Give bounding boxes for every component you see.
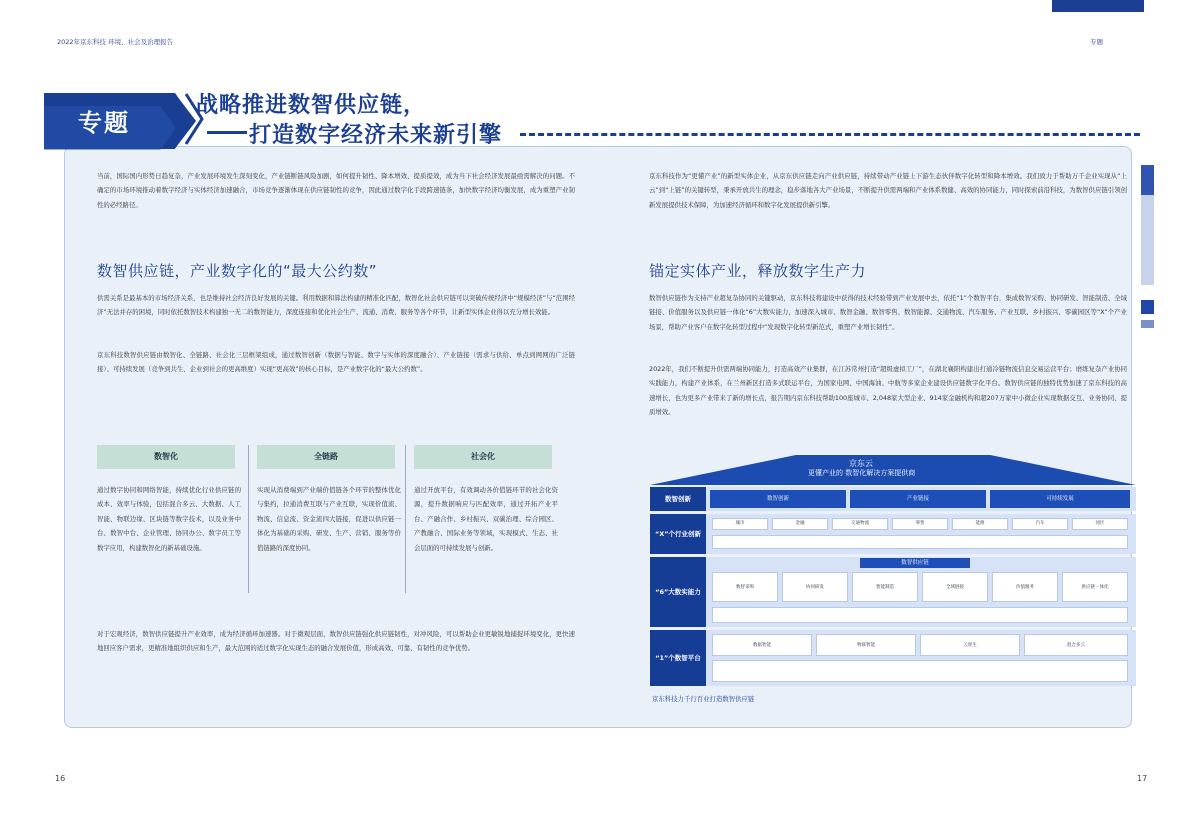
diagram-cell: 城市 xyxy=(712,518,768,530)
right-paragraph-2: 2022年，我们不断提升供需两端协同能力，打造高效产业集群，在江苏常州打造“超级虚拟工厂”，在湖北襄阳构建出打通冷链物流信息交易运营平台；磨练复杂产业协同实践能力，构建产业体系，在兰州新区打造多式联运平台，为国家电网、中国海油、中航等多家企业建设供应链数字化平台。数智供应链的独特优势加速了京东科技的高速增长，也为更多产业带来了新的增长点，报告期内京东科技帮助100座城市、2,048家大型企业、914家金融机构和超207万家中小微企业实现数据交互、业务协同、提质增效。 xyxy=(649,365,1127,417)
side-bar-decoration xyxy=(1141,300,1154,314)
page-title-line1: 战略推进数智供应链， xyxy=(196,93,427,118)
diagram-cell: 交通物流 xyxy=(832,518,888,530)
title-rule-short xyxy=(207,131,247,134)
card-text-fullchain: 实现从消费端到产业端价值链各个环节的整体优化与集约，拉通消费互联与产业互联，实现价值流、物流、信息流、资金流四大链接，促进以供应链一体化为基础的采购、研发、生产、营销、服务等价值链路的深度协同。 xyxy=(257,486,401,552)
page-title-line2: 打造数字经济未来新引擎 xyxy=(249,123,503,148)
diagram-cell-strip xyxy=(712,607,1128,623)
diagram-cell: 数据智能 xyxy=(712,634,812,656)
diagram-cell: 金融 xyxy=(772,518,828,530)
diagram-cell: 混合多云 xyxy=(1024,634,1128,656)
card-text-digital: 通过数字协同和网络智能，持续优化行业供应链的成本、效率与体验，包括混合多云、大数据、人工智能、物联边缘、区块链等数字技术，以及业务中台、数智中台、企业管理、协同办公、数字员工等数字应用，构建数智化的新基础设施。 xyxy=(97,486,241,552)
top-tab-decoration xyxy=(1052,0,1144,12)
diagram-cell: 数智创新 xyxy=(710,490,846,508)
card-title-fullchain: 全链路 xyxy=(257,445,395,469)
intro-right-paragraph: 京东科技作为“更懂产业”的新型实体企业，从京东供应链走向产业供应链，持续带动产业链上下游生态伙伴数字化转型和降本增效。我们致力于帮助万千企业实现从“上云”到“上链”的关键转型，秉承开放共生的理念，稳步落地各大产业场景，不断提升供需两端和产业体系数健、高效的协同能力，同时探索前沿科技，为数智供应链引领创新发展提供技术保障，为加速经济循环和数字化发展提供新引擎。 xyxy=(649,172,1127,209)
diagram-row-label-2: “X”个行业创新 xyxy=(650,514,706,554)
diagram-cell: 能源 xyxy=(952,518,1008,530)
diagram-cell: 协同研发 xyxy=(782,572,848,602)
diagram-cell: 产业链接 xyxy=(850,490,986,508)
left-section-title: 数智供应链，产业数字化的“最大公约数” xyxy=(97,262,378,280)
diagram-cell: 园区 xyxy=(1072,518,1128,530)
diagram-cell: 全域链接 xyxy=(922,572,988,602)
running-header-right: 专题 xyxy=(1090,38,1103,46)
right-section-title: 锚定实体产业，释放数字生产力 xyxy=(649,262,867,280)
card-divider-1 xyxy=(248,445,249,593)
diagram-cell: 云原生 xyxy=(920,634,1020,656)
diagram-cell: 可持续发展 xyxy=(990,490,1130,508)
title-rule-dashed xyxy=(520,133,1140,137)
diagram-row-label-1: 数智创新 xyxy=(650,487,706,511)
diagram-logo: 京东云 xyxy=(849,459,873,468)
side-bar-decoration xyxy=(1141,165,1154,195)
card-title-social: 社会化 xyxy=(414,445,552,469)
card-title-digital: 数智化 xyxy=(97,445,235,469)
banner-label: 专题 xyxy=(78,109,130,137)
left-paragraph-1: 供需关系是最基本的市场经济关系，也是维持社会经济良好发展的关键。利用数据和算法构建的精准化匹配，数智化社会供应链可以突破传统经济中“规模经济”与“范围经济”无法并存的困境，同时依托数智技术构建独一无二的数智能力，深度连接和优化社会生产、流通、消费、服务等各个环节，让新型实体企业得以充分增长效能。 xyxy=(97,294,575,317)
diagram-center-label: 数智供应链 xyxy=(860,558,970,568)
diagram-cell: 供应链一体化 xyxy=(1062,572,1128,602)
diagram-row-label-3: “6”大数实能力 xyxy=(650,557,706,627)
card-text-social: 通过开放平台，有效调动各价值链环节的社会化资源，提升数据响应与匹配效率，通过开拓产业平台、产融合作、乡村振兴、双碳治理、综合园区、产教融合、国际业务等领域，实现模式、生态、社会层面的可持续发展与创新。 xyxy=(414,486,558,552)
card-divider-2 xyxy=(405,445,406,593)
page-number-right: 17 xyxy=(1137,774,1148,783)
diagram-cell: 汽车 xyxy=(1012,518,1068,530)
right-paragraph-1: 数智供应链作为支持产业超复杂协同的关键驱动，京东科技将建设中获得的技术经验带到产业发展中去，依托“1”个数智平台，集成数智采购、协同研发、智能制造、全域链接、价值服务以及供应链一体化“6”大数实能力，加速深入城市、数智金融、数智零售、数智能源、交通物流、汽车服务、产业互联、乡村振兴、零碳园区等“X”个产业场景，帮助产业客户在数字化转型过程中“发现数字化转型新范式，重塑产业增长韧性”。 xyxy=(649,294,1127,331)
diagram-caption: 京东科技力千行百业打造数智供应链 xyxy=(652,695,755,703)
diagram-cell: 数智采购 xyxy=(712,572,778,602)
diagram-cell: 智能制造 xyxy=(852,572,918,602)
diagram-cell-strip xyxy=(712,660,1128,682)
side-bar-decoration xyxy=(1141,320,1154,328)
page-number-left: 16 xyxy=(55,774,66,783)
intro-left-paragraph: 当前，国际国内形势日趋复杂，产业发展环境发生深刻变化，产业链断链风险加剧，如何提升韧性、降本增效、提质提效，成为当下社会经济发展最亟需解决的问题。不确定的市场环境推动着数字经济与实体经济加速融合，市场竞争逐渐体现在供应链韧性的竞争，因此通过数字化手段跨速链条，加快数字经济均衡发展，成为重塑产业韧性的必经路径。 xyxy=(97,172,575,209)
diagram-cell-strip xyxy=(712,535,1128,549)
left-paragraph-2: 京东科技数智供应链由数智化、全链路、社会化三层框架组成，通过数智创新（数据与智能、数字与实体的深度融合）、产业链接（需求与供给、单点到网网的广泛链接）、可持续发展（竞争到共生、企业到社会的更高维度）实现“更高效”的核心目标，是产业数字化的“最大公约数”。 xyxy=(97,351,575,374)
running-header-left: 2022年京东科技 环境、社会及治理报告 xyxy=(57,38,174,46)
diagram-roof-text: 更懂产业的 数智化解决方案提供商 xyxy=(808,469,916,477)
left-paragraph-3: 对于宏观经济，数智供应链提升产业效率，成为经济循环加速器。对于微观层面，数智供应链强化供应链韧性，对冲风险，可以帮助企业更敏锐地捕捉环境变化，更快速地回应客户需求，更精准地组织供应和生产，最大范围的适过数字化实现生态的融合发展价值，形成高效、可靠、有韧性的竞争优势。 xyxy=(97,630,575,653)
diagram-row-label-4: “1”个数智平台 xyxy=(650,630,706,686)
diagram-cell: 价值服务 xyxy=(992,572,1058,602)
diagram-cell: 零售 xyxy=(892,518,948,530)
diagram-cell: 物联智能 xyxy=(816,634,916,656)
